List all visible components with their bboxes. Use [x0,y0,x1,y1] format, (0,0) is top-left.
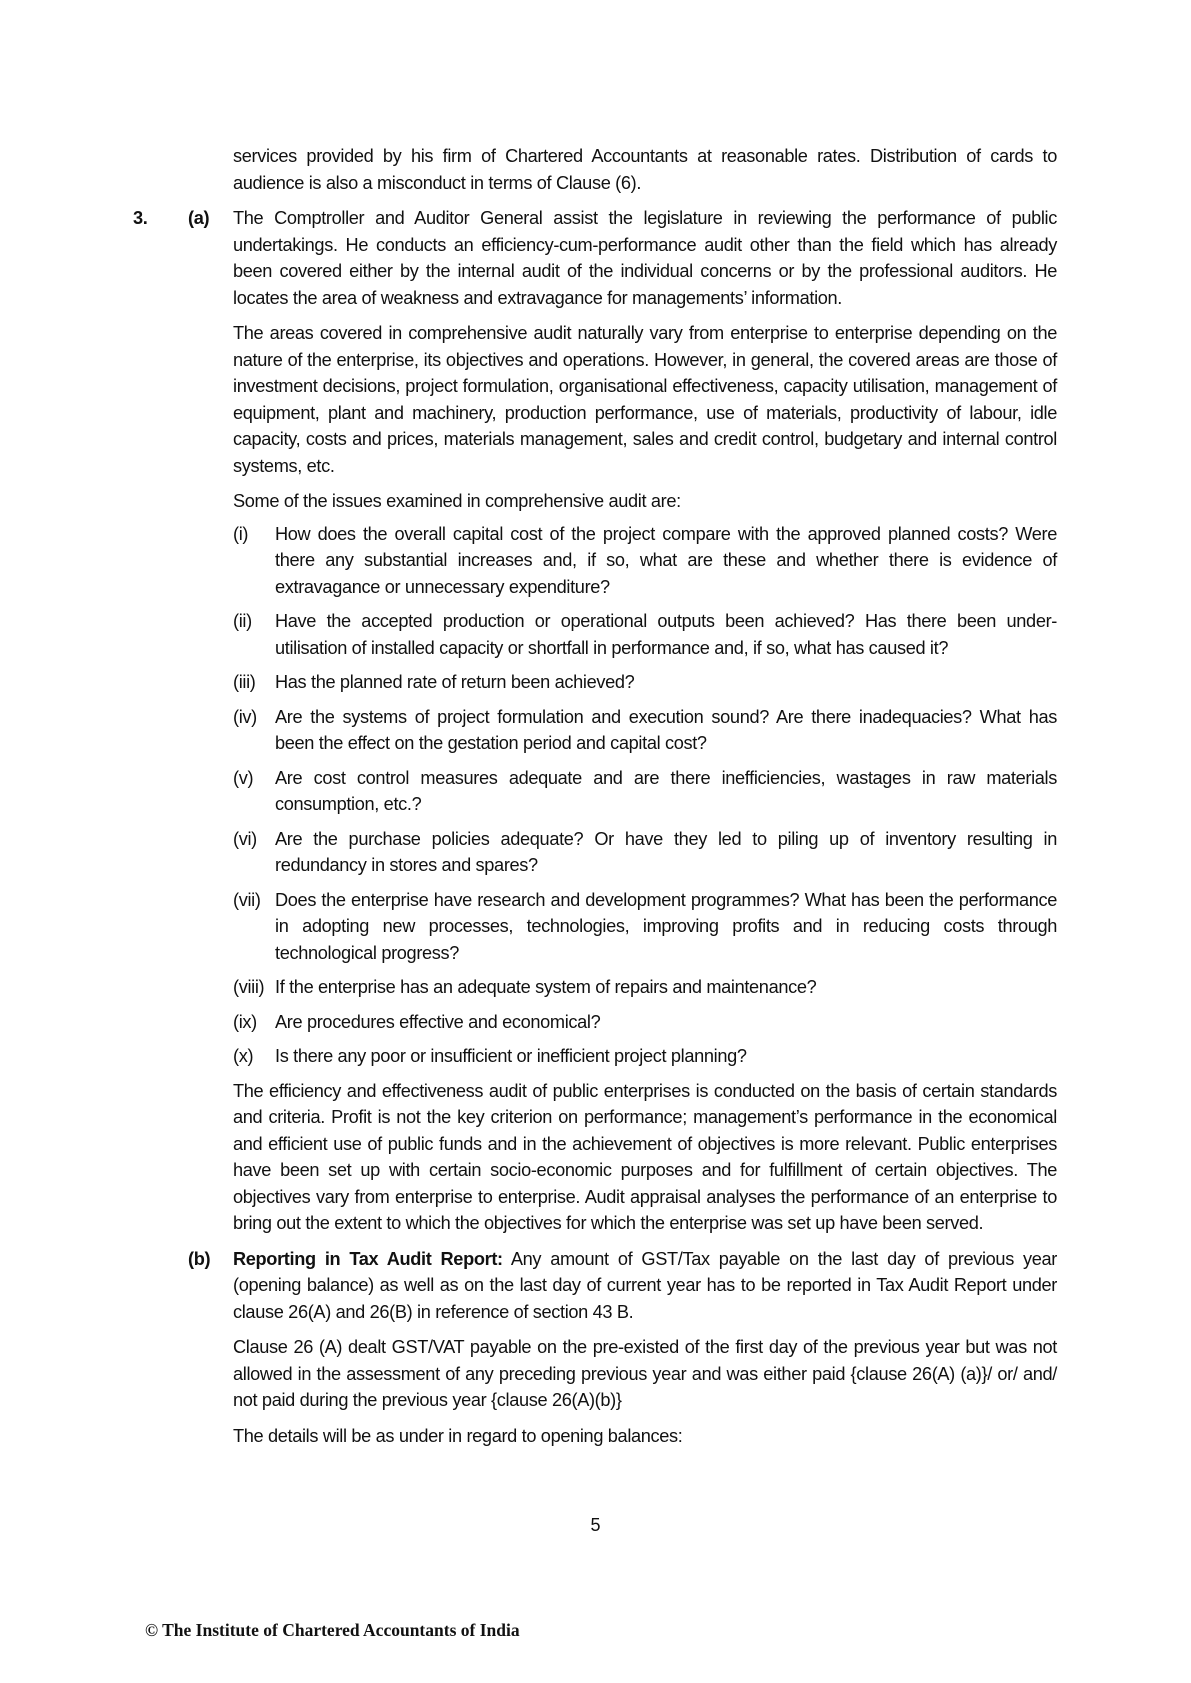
part-b-paragraph-1 [233,1246,1057,1326]
list-item-number: (iv) [233,706,257,727]
footer-copyright: © The Institute of Chartered Accountants of India [145,1620,520,1640]
list-item-text: How does the overall capital cost of the project compare with the approved planned costs? Were there any substantial increases and, if so, what are these and whether there is evidence of extravagance or unnecessary expenditure? [275,523,1057,597]
part-a-paragraph-2: The areas covered in comprehensive audit naturally vary from enterprise to enterprise depending on the nature of the enterprise, its objectives and operations. However, in general, the covered areas are those of investment decisions, project formulation, organisational effectiveness, capacity utilisation, management of equipment, plant and machinery, production performance, use of materials, productivity of labour, idle capacity, costs and prices, materials management, sales and credit control, budgetary and internal control systems, etc. [233,323,1057,476]
list-item [233,826,1057,879]
list-item [233,704,1057,757]
list-item-number: (vi) [233,828,257,849]
list-item [233,887,1057,967]
list-item-text: Are the systems of project formulation and execution sound? Are there inadequacies? What has been the effect on the gestation period and capital cost? [275,706,1057,753]
list-item-number: (ix) [233,1011,257,1032]
list-item-text: Does the enterprise have research and development programmes? What has been the performance in adopting new processes, technologies, improving profits and in reducing costs through technological progress? [275,889,1057,963]
list-item-text: Are the purchase policies adequate? Or have they led to piling up of inventory resulting in redundancy in stores and spares? [275,828,1057,875]
list-item-number: (ii) [233,611,252,631]
question-number: 3. [133,208,148,228]
part-a-paragraph-1: The Comptroller and Auditor General assist the legislature in reviewing the performance of public undertakings. He conducts an efficiency-cum-performance audit other than the field which has already been covered either by the internal audit of the individual concerns or by the professional auditors. He locates the area of weakness and extravagance for managements’ information. [233,208,1057,308]
list-item-number: (viii) [233,977,265,997]
part-a-label: (a) [188,208,210,228]
page-number: 5 [590,1515,601,1535]
list-item-number: (x) [233,1046,254,1066]
list-item [233,669,1057,696]
part-b-heading: Reporting in Tax Audit Report: [233,1248,503,1269]
list-item-number: (v) [233,767,254,788]
list-item [233,608,1057,661]
list-item [233,974,1057,1001]
issues-list [233,521,1057,1070]
part-b-paragraph-3: The details will be as under in regard to opening balances: [233,1425,683,1446]
list-item-number: (i) [233,523,249,544]
part-b [188,1246,1058,1326]
list-item [233,1043,1057,1070]
list-item [233,521,1057,601]
list-item-text: If the enterprise has an adequate system of repairs and maintenance? [275,977,817,997]
part-a-paragraph-3: Some of the issues examined in comprehensive audit are: [233,491,681,511]
list-item-text: Is there any poor or insufficient or inefficient project planning? [275,1046,747,1066]
continuation-paragraph: services provided by his firm of Chartered Accountants at reasonable rates. Distribution of cards to audience is also a misconduct in terms of Clause (6). [233,146,1057,193]
part-b-paragraph-2: Clause 26 (A) dealt GST/VAT payable on the pre-existed of the first day of the previous year but was not allowed in the assessment of any preceding previous year and was either paid {clause 26(A) (a)}/ or/ and/ not paid during the previous year {clause 26(A)(b)} [233,1337,1057,1410]
list-item-text: Are cost control measures adequate and are there inefficiencies, wastages in raw materials consumption, etc.? [275,767,1057,814]
list-item-number: (iii) [233,672,256,692]
list-item-text: Are procedures effective and economical? [275,1011,601,1032]
list-item-text: Have the accepted production or operational outputs been achieved? Has there been under-utilisation of installed capacity or shortfall in performance and, if so, what has caused it? [275,611,1057,658]
part-b-label: (b) [188,1248,211,1269]
question-3 [133,205,1057,311]
part-a-paragraph-4: The efficiency and effectiveness audit of public enterprises is conducted on the basis of certain standards and criteria. Profit is not the key criterion on performance; management’s performance in the economical and efficient use of public funds and in the achievement of objectives is more relevant. Public enterprises have been set up with certain socio-economic purposes and for fulfillment of certain objectives. The objectives vary from enterprise to enterprise. Audit appraisal analyses the performance of an enterprise to bring out the extent to which the objectives for which the enterprise was set up have been served. [233,1080,1057,1233]
list-item-text: Has the planned rate of return been achieved? [275,672,635,692]
part-b-paragraph-1-text: Any amount of GST/Tax payable on the last day of previous year (opening balance) as well as on the last day of current year has to be reported in Tax Audit Report under clause 26(A) and 26(B) in reference of section 43 B. [233,1248,1058,1322]
list-item-number: (vii) [233,889,261,910]
list-item [233,1009,1057,1036]
page-content [133,143,1058,1449]
list-item [233,765,1057,818]
